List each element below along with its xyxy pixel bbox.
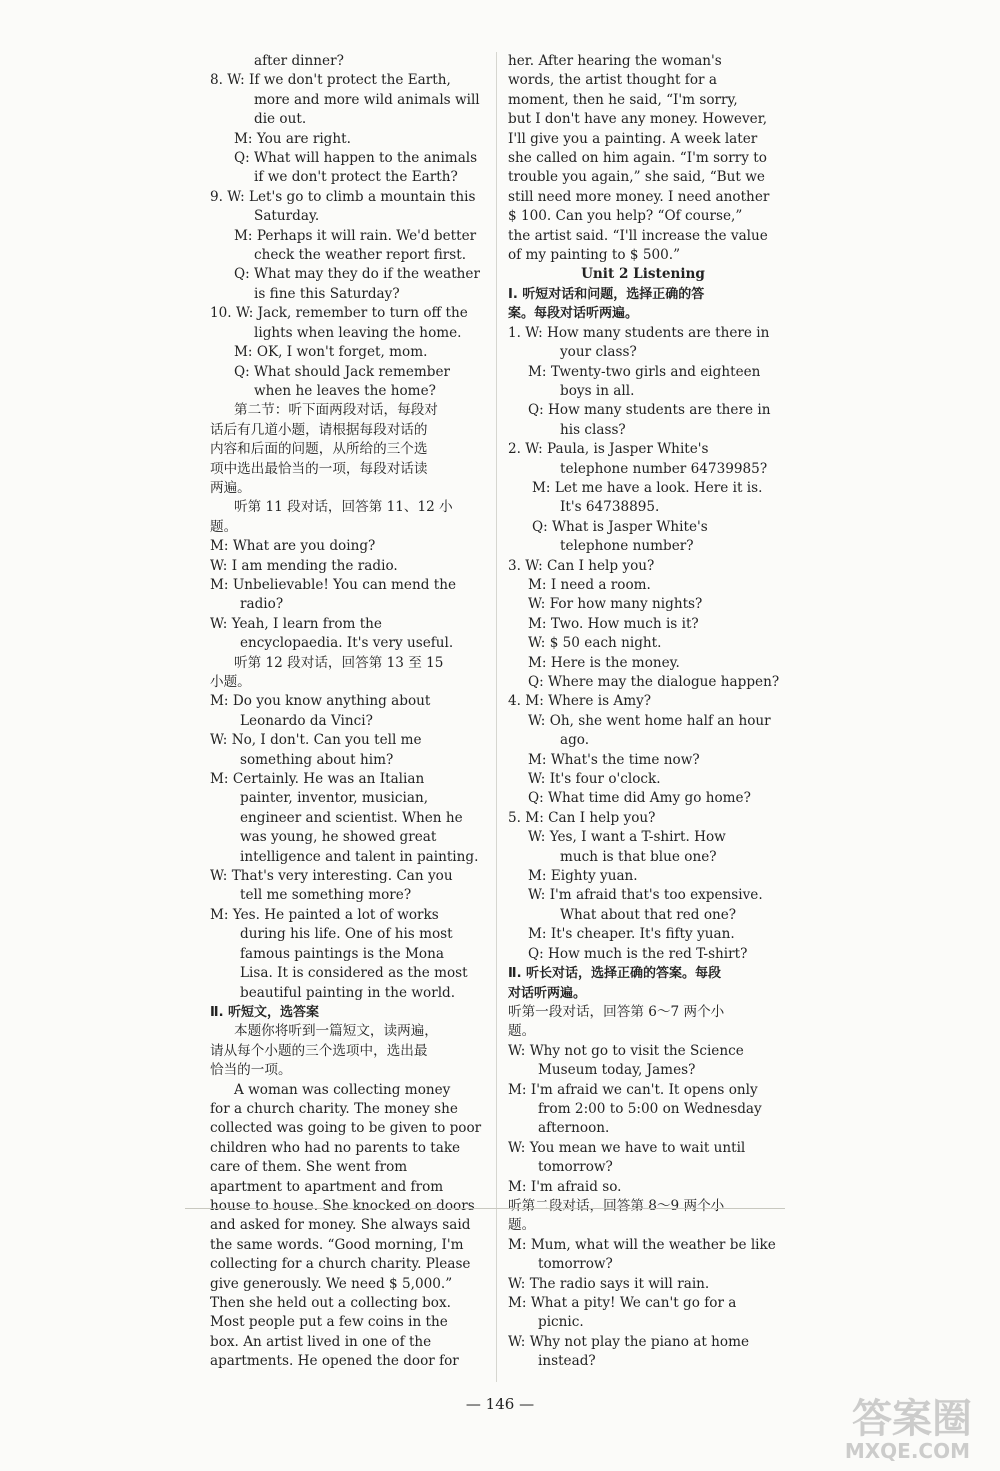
text-line: 本题你将听到一篇短文，读两遍， [234,1023,438,1040]
text-line: 请从每个小题的三个选项中，选出最 [210,1042,428,1059]
text-line: more and more wild animals will [254,91,480,108]
text-line: Ⅱ. 听长对话，选择正确的答案。每段 [508,966,722,982]
text-line: 8. W: If we don't protect the Earth, [210,72,451,89]
watermark-top: 答案圈 [852,1396,972,1442]
text-line: W: Yeah, I learn from the [210,615,382,632]
text-line: 4. M: Where is Amy? [508,693,652,710]
text-line: intelligence and talent in painting. [240,848,479,865]
text-line: is fine this Saturday? [254,285,400,302]
text-line: painter, inventor, musician, [240,790,429,807]
text-line: M: What a pity! We can't go for a [508,1295,737,1311]
text-line: telephone number 64739985? [560,460,768,477]
text-line: famous paintings is the Mona [240,945,444,962]
text-line: lights when leaving the home. [254,324,462,341]
text-line: 项中选出最恰当的一项，每段对话读 [210,460,428,477]
text-line: Lisa. It is considered as the most [240,965,468,982]
text-line: M: What are you doing? [210,538,376,555]
text-line: telephone number? [560,538,694,555]
text-line: M: I need a room. [528,576,651,593]
text-line: tomorrow? [538,1159,613,1176]
text-line: boys in all. [560,382,635,399]
text-line: W: For how many nights? [528,596,703,613]
text-line: A woman was collecting money [234,1081,451,1098]
watermark-bottom: MXQE.COM [844,1439,970,1463]
text-line: Q: What is Jasper White's [532,518,708,535]
text-line: M: Here is the money. [528,654,680,671]
text-line: M: Yes. He painted a lot of works [210,906,439,923]
text-line: 1. W: How many students are there in [508,324,770,341]
text-line: Q: What will happen to the animals [234,150,478,167]
text-line: $ 100. Can you help? “Of course,” [508,208,743,225]
text-line: Q: How many students are there in [528,402,771,419]
watermark-logo [824,1387,974,1463]
text-line: M: Unbelievable! You can mend the [210,576,457,593]
text-line: 对话听两遍。 [508,985,587,1001]
text-line: but I don't have any money. However, [508,111,768,128]
text-line: Ⅱ. 听短文，选答案 [210,1004,320,1020]
text-line: collecting for a church charity. Please [210,1256,471,1273]
text-line: during his life. One of his most [240,926,453,943]
text-line: 题。 [210,518,238,535]
text-line: Most people put a few coins in the [210,1314,448,1331]
text-line: I'll give you a painting. A week later [508,130,758,147]
text-line: M: Do you know anything about [210,693,431,710]
text-line: W: Yes, I want a T-shirt. How [528,829,726,846]
text-line: M: Eighty yuan. [528,868,638,885]
text-line: for a church charity. The money she [210,1100,458,1117]
text-line: W: $ 50 each night. [528,635,662,652]
text-line: radio? [240,596,284,613]
text-line: box. An artist lived in one of the [210,1333,432,1350]
text-line: the same words. “Good morning, I'm [210,1236,464,1253]
text-line: if we don't protect the Earth? [254,169,458,186]
text-line: M: I'm afraid we can't. It opens only [508,1081,758,1098]
page-number: — 146 — [465,1395,535,1413]
text-line: W: Why not go to visit the Science [508,1042,744,1059]
text-line: children who had no parents to take [210,1139,461,1156]
text-line: W: It's four o'clock. [528,771,661,788]
text-line: die out. [254,111,307,128]
text-line: and asked for money. She always said [210,1217,471,1234]
text-line: Then she held out a collecting box. [210,1295,451,1311]
text-line: your class? [560,344,637,361]
text-line: 第二节：听下面两段对话，每段对 [234,402,438,419]
text-line: picnic. [538,1314,584,1331]
text-line: her. After hearing the woman's [508,53,722,69]
text-line: ago. [560,732,590,749]
text-line: 小题。 [210,674,251,690]
text-line: 恰当的一项。 [210,1062,292,1079]
text-line: Museum today, James? [538,1062,696,1079]
text-line: 5. M: Can I help you? [508,809,656,826]
text-line: words, the artist thought for a [508,72,717,89]
text-line: still need more money. I need another [508,188,770,205]
text-line: his class? [560,421,626,438]
text-line: of my painting to $ 500.” [508,247,681,264]
text-line: 听第 11 段对话，回答第 11、12 小 [234,499,453,516]
text-line: Q: How much is the red T-shirt? [528,945,748,962]
text-line: Q: What time did Amy go home? [528,790,751,807]
fold-line [185,1208,785,1209]
text-line: 2. W: Paula, is Jasper White's [508,441,709,458]
text-line: M: Perhaps it will rain. We'd better [234,227,477,244]
text-line: apartments. He opened the door for [210,1353,459,1370]
text-line: M: It's cheaper. It's fifty yuan. [528,926,735,943]
text-line: moment, then he said, “I'm sorry, [508,91,738,108]
text-line: 两遍。 [210,479,251,496]
text-line: Q: What may they do if the weather [234,266,480,283]
text-line: 话后有几道小题，请根据每段对话的 [210,421,428,438]
text-line: 10. W: Jack, remember to turn off the [210,305,468,322]
text-line: beautiful painting in the world. [240,984,456,1001]
text-line: M: I'm afraid so. [508,1178,622,1195]
column-divider [496,52,497,1382]
text-line: 9. W: Let's go to climb a mountain this [210,188,476,205]
text-line: give generously. We need $ 5,000.” [210,1275,453,1292]
text-line: check the weather report first. [254,247,467,264]
text-line: What about that red one? [560,906,737,923]
text-line: encyclopaedia. It's very useful. [240,635,454,652]
text-line: 3. W: Can I help you? [508,557,655,574]
right-column [508,52,778,1372]
text-line: after dinner? [254,53,344,69]
text-line: W: That's very interesting. Can you [210,868,453,885]
text-line: the artist said. “I'll increase the value [508,227,768,244]
text-line: 案。每段对话听两遍。 [508,306,639,322]
text-line: from 2:00 to 5:00 on Wednesday [538,1100,762,1117]
text-line: M: OK, I won't forget, mom. [234,344,428,361]
text-line: M: Let me have a look. Here it is. [532,479,763,496]
text-line: Leonardo da Vinci? [240,712,373,729]
text-line: M: Two. How much is it? [528,615,699,632]
text-line: 听第 12 段对话，回答第 13 至 15 [234,654,444,671]
text-line: W: The radio says it will rain. [508,1275,710,1292]
text-line: W: Why not play the piano at home [508,1333,750,1350]
text-line: afternoon. [538,1120,610,1137]
text-line: Ⅰ. 听短对话和问题，选择正确的答 [508,286,705,302]
text-line: M: Certainly. He was an Italian [210,771,425,788]
text-line: collected was going to be given to poor [210,1120,482,1137]
left-column [210,52,480,1372]
text-line: M: Twenty-two girls and eighteen [528,363,761,380]
text-line: something about him? [240,751,394,768]
text-line: tomorrow? [538,1256,613,1273]
text-line: W: You mean we have to wait until [508,1139,746,1156]
text-line: W: I'm afraid that's too expensive. [528,887,763,904]
text-line: Unit 2 Listening [581,266,705,283]
text-line: trouble you again,” she said, “But we [508,169,765,186]
text-line: was young, he showed great [240,829,437,846]
text-line: instead? [538,1353,596,1370]
text-line: much is that blue one? [560,848,717,865]
text-line: Saturday. [254,208,320,225]
text-line: care of them. She went from [210,1159,408,1176]
text-line: house to house. She knocked on doors [210,1197,475,1214]
text-line: apartment to apartment and from [210,1178,444,1195]
text-line: W: No, I don't. Can you tell me [210,732,422,749]
text-line: 题。 [508,1217,536,1234]
text-line: W: I am mending the radio. [210,557,398,574]
text-line: M: You are right. [234,130,351,147]
text-line: M: Mum, what will the weather be like [508,1236,776,1253]
text-line: she called on him again. “I'm sorry to [508,150,767,167]
text-line: engineer and scientist. When he [240,809,463,826]
text-line: It's 64738895. [560,499,660,516]
text-line: tell me something more? [240,887,412,904]
text-line: 听第一段对话，回答第 6～7 两个小 [508,1003,725,1020]
text-line: M: What's the time now? [528,751,700,768]
text-line: 听第二段对话，回答第 8～9 两个小 [508,1197,725,1214]
text-line: 题。 [508,1023,536,1040]
text-line: W: Oh, she went home half an hour [528,712,771,729]
text-line: Q: Where may the dialogue happen? [528,674,780,690]
text-line: Q: What should Jack remember [234,363,451,380]
text-line: 内容和后面的问题，从所给的三个选 [210,441,428,458]
text-line: when he leaves the home? [254,382,436,399]
